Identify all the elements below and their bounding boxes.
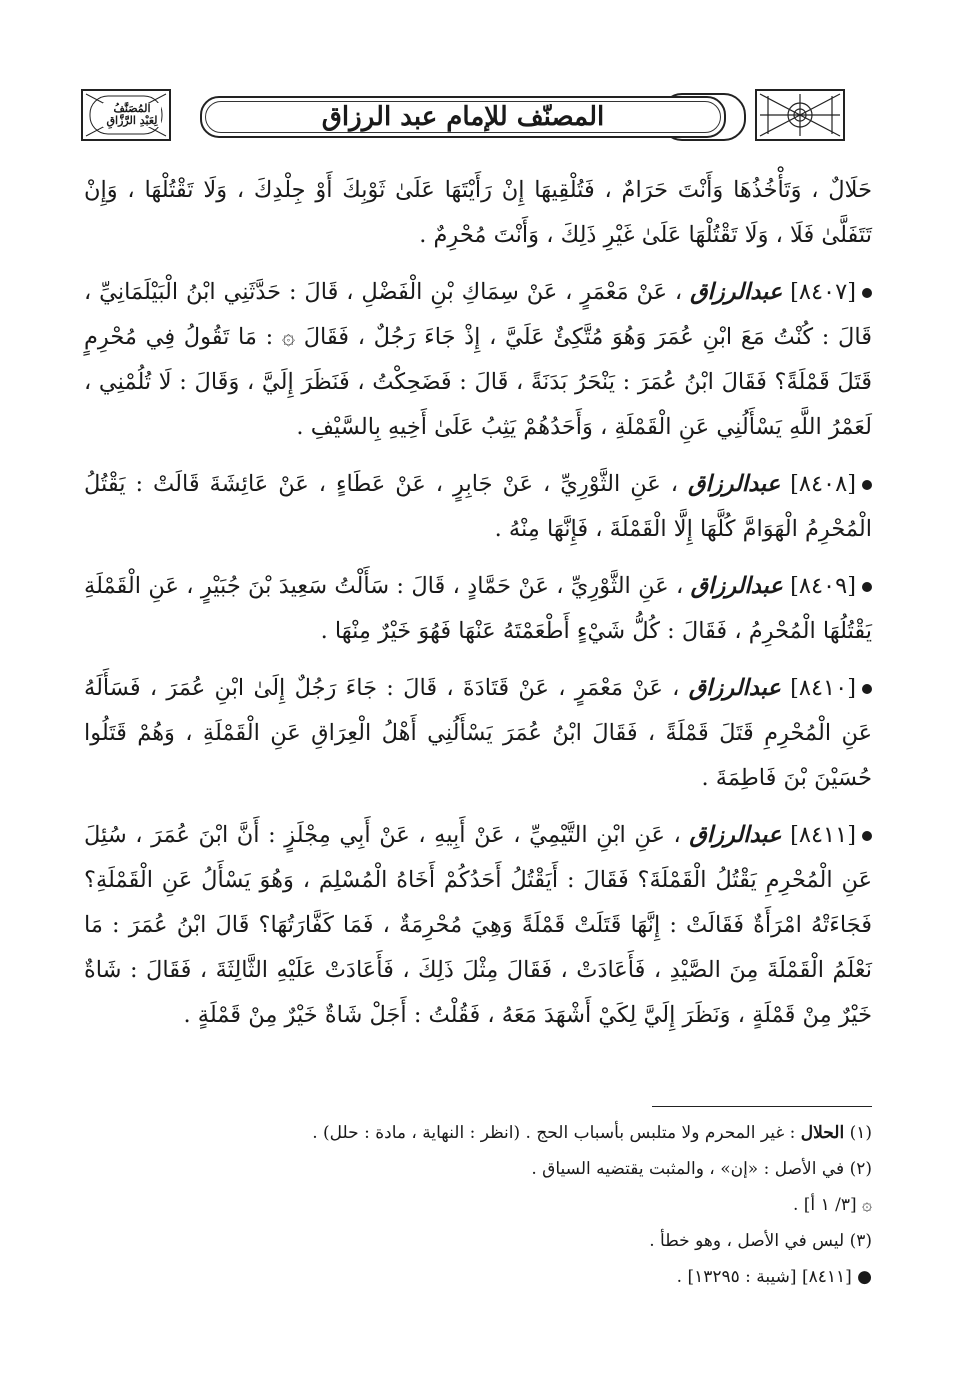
hadith-text: ، عَنِ ابْنِ التَّيْمِيِّ ، عَنْ أَبِيهِ ، عَنْ أَبِي مِجْلَزٍ : أَنَّ ابْنَ عُمَرَ ، سُئِلَ عَنِ الْمُحْرِمِ يَقْتُلُ الْقَمْلَةَ؟ فَقَالَ : أَيَقْتُلُ أَحَدُكُمْ أَخَاهُ الْمُسْلِمَ ، وَهُوَ يَسْأَلُ عَنِ الْقَمْلَةِ؟ فَجَاءَتْهُ امْرَأَةٌ فَقَالَتْ : إِنَّهَا قَتَلَتْ قَمْلَةً وَهِيَ مُحْرِمَةٌ ، فَمَا كَفَّارَتُهَا؟ قَالَ ابْنُ عُمَرَ : مَا نَعْلَمُ الْقَمْلَةَ مِنَ الصَّيْدِ ، فَأَعَادَتْ ، فَقَالَ مِثْلَ ذَلِكَ ، فَأَعَادَتْ عَلَيْهِ الثَّالِثَةَ ، فَقَالَ : شَاةٌ خَيْرٌ مِنْ قَمْلَةٍ ، وَنَظَرَ إِلَيَّ لِكَيْ أَشْهَدَ مَعَهُ ، فَقُلْتُ : أَجَلْ شَاةٌ خَيْرٌ مِنْ قَمْلَةٍ . (84, 822, 872, 1028)
main-text (84, 168, 872, 1050)
footnote-reference (84, 1262, 872, 1292)
hadith-8411 (84, 813, 872, 1038)
footnote-1 (84, 1118, 872, 1148)
author-name: عبدالرزاق (690, 573, 783, 599)
footnote-label: (٣) (849, 1231, 872, 1251)
hadith-8409 (84, 564, 872, 654)
bullet-icon (862, 480, 872, 490)
footnote-label: ۞ (862, 1195, 872, 1215)
logo-line-2: لِعَبْدِ الرَّزَّاقِ (103, 115, 162, 127)
footnote-label: ● (857, 1267, 872, 1287)
ornament-right-icon (754, 88, 846, 142)
footnotes (84, 1118, 872, 1298)
paragraph-continuation (84, 168, 872, 258)
footnote-text: ليس في الأصل ، وهو خطأ . (649, 1231, 845, 1251)
hadith-number: [٨٤١١] (790, 822, 857, 848)
footnote-separator (652, 1106, 872, 1107)
paragraph-text: حَلَالٌ ، وَتَأْخُذُهَا وَأَنْتَ حَرَامٌ ، فَتُلْقِيهَا إِنْ رَأَيْتَهَا عَلَىٰ ثَوْبِكَ أَوْ جِلْدِكَ ، وَلَا تَقْتُلْهَا ، وَإِنْ تَتَفَلَّىٰ فَلَا ، وَلَا تَقْتُلْهَا عَلَىٰ غَيْرِ ذَلِكَ ، وَأَنْتَ مُحْرِمٌ . (84, 177, 872, 248)
footnote-text: [٨٤١١] [شيبة : ١٣٢٩٥] . (676, 1267, 852, 1287)
bullet-icon (862, 288, 872, 298)
hadith-text: ، عَنِ الثَّوْرِيِّ ، عَنْ حَمَّادٍ ، قَالَ : سَأَلْتُ سَعِيدَ بْنَ جُبَيْرٍ ، عَنِ الْقَمْلَةِ يَقْتُلُهَا الْمُحْرِمُ ، فَقَالَ : كُلُّ شَيْءٍ أَطْعَمْتَهُ عَنْهَا فَهُوَ خَيْرٌ مِنْهَا . (84, 573, 872, 644)
hadith-8408 (84, 462, 872, 552)
footnote-2 (84, 1154, 872, 1184)
author-name: عبدالرزاق (690, 279, 783, 305)
author-name: عبدالرزاق (688, 675, 781, 701)
hadith-text: ، عَنْ مَعْمَرٍ ، عَنْ سِمَاكِ بْنِ الْفَضْلِ ، قَالَ : حَدَّثَنِي ابْنُ الْبَيْلَمَانِيِّ ، قَالَ : كُنْتُ مَعَ ابْنِ عُمَرَ وَهُوَ مُتَّكِئٌ عَلَيَّ ، إِذْ جَاءَ رَجُلٌ ، فَقَالَ ۞ : مَا تَقُولُ فِي مُحْرِمٍ قَتَلَ قَمْلَةً؟ فَقَالَ ابْنُ عُمَرَ : يَنْحَرُ بَدَنَةً ، قَالَ : فَضَحِكْتُ ، فَنَظَرَ إِلَيَّ ، وَقَالَ : لَا تُلُمْنِي ، لَعَمْرُ اللَّهِ يَسْأَلُنِي عَنِ الْقَمْلَةِ ، وَأَحَدُهُمْ يَثِبُ عَلَىٰ أَخِيهِ بِالسَّيْفِ . (84, 279, 872, 440)
hadith-8410 (84, 666, 872, 801)
footnote-label: (١) (849, 1123, 872, 1143)
book-title: المصنّف للإمام عبد الرزاق (321, 102, 605, 132)
hadith-number: [٨٤٠٨] (790, 471, 857, 497)
footnote-folio (84, 1190, 872, 1220)
footnote-3 (84, 1226, 872, 1256)
footnote-text: : غير المحرم ولا متلبس بأسباب الحج . (انظر : النهاية ، مادة : حلل) . (312, 1123, 796, 1143)
hadith-number: [٨٤١٠] (790, 675, 857, 701)
footnote-text: في الأصل : «إن» ، والمثبت يقتضيه السياق . (531, 1159, 845, 1179)
hadith-number: [٨٤٠٧] (790, 279, 857, 305)
hadith-text: ، عَنْ مَعْمَرٍ ، عَنْ قَتَادَةَ ، قَالَ : جَاءَ رَجُلٌ إِلَىٰ ابْنِ عُمَرَ ، فَسَأَلَهُ عَنِ الْمُحْرِمِ قَتَلَ قَمْلَةً ، فَقَالَ ابْنُ عُمَرَ يَسْأَلُنِي أَهْلُ الْعِرَاقِ عَنِ الْقَمْلَةِ ، وَهُمْ قَتَلُوا حُسَيْنَ بْنَ فَاطِمَةَ . (84, 675, 872, 791)
book-logo (90, 93, 174, 137)
title-frame (200, 96, 726, 138)
bullet-icon (862, 831, 872, 841)
bullet-icon (862, 684, 872, 694)
page-header (80, 88, 846, 144)
bullet-icon (862, 582, 872, 592)
footnote-term: الحلال (800, 1123, 845, 1143)
footnote-label: (٢) (849, 1159, 872, 1179)
author-name: عبدالرزاق (688, 471, 781, 497)
footnote-text: [٣/ ١ أ] . (792, 1195, 857, 1215)
hadith-text: ، عَنِ الثَّوْرِيِّ ، عَنْ جَابِرٍ ، عَنْ عَطَاءٍ ، عَنْ عَائِشَةَ قَالَتْ : يَقْتُلُ الْمُحْرِمُ الْهَوَامَّ كُلَّهَا إِلَّا الْقَمْلَةَ ، فَإِنَّهَا مِنْهُ . (84, 471, 872, 542)
author-name: عبدالرزاق (689, 822, 782, 848)
hadith-8407 (84, 270, 872, 450)
hadith-number: [٨٤٠٩] (790, 573, 857, 599)
logo-line-1: المُصَنَّفُ (103, 103, 162, 115)
